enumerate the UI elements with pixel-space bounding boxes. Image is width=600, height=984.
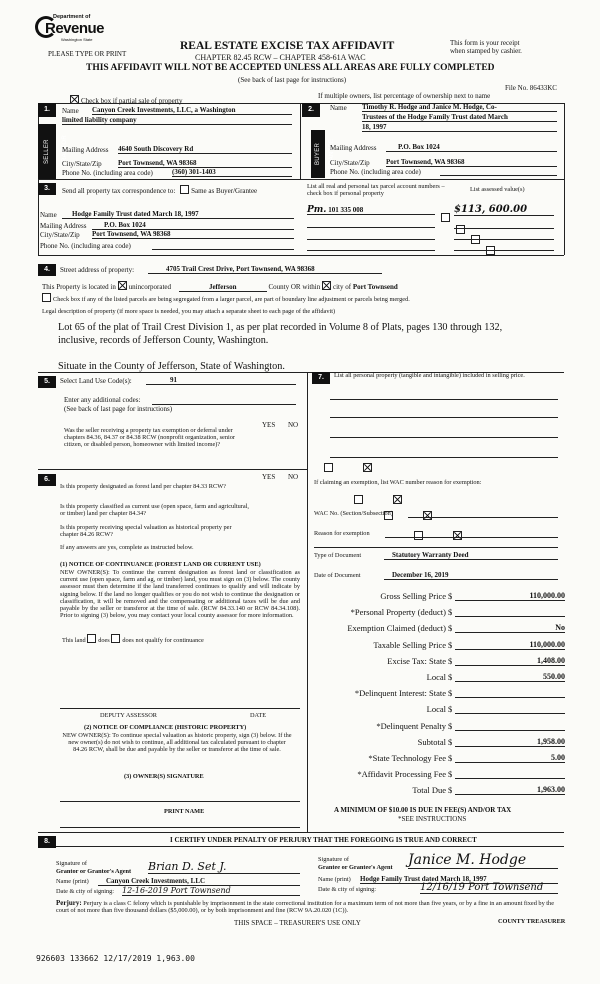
buyer-mailing-field[interactable]: P.O. Box 1024 <box>386 143 557 152</box>
seller-name-label: Name <box>62 107 79 115</box>
financial-label: *Affidavit Processing Fee <box>357 769 446 779</box>
correspondence-text: Send all property tax correspondence to: <box>62 187 176 195</box>
logo-line-department: Department of <box>53 14 91 20</box>
financial-label: Gross Selling Price <box>380 591 446 601</box>
grantee-signature[interactable]: Janice M. Hodge <box>408 852 558 869</box>
county-treasurer-label: COUNTY TREASURER <box>498 918 566 925</box>
assessed-value-4[interactable] <box>454 249 554 251</box>
land-use-see-back: (See back of last page for instructions) <box>64 405 173 413</box>
financial-label: Total Due <box>412 785 446 795</box>
corr-name-field[interactable]: Hodge Family Trust dated March 18, 1997 <box>62 210 294 219</box>
legal-line-1: Lot 65 of the plat of Trail Crest Division 1, as per plat recorded in Volume 8 of Plats, pages 130 through 132, <box>58 322 503 333</box>
assessed-value-3[interactable] <box>454 238 554 240</box>
if-yes-note: If any answers are yes, complete as instructed below. <box>60 544 194 551</box>
does-not-qualify-checkbox[interactable] <box>111 634 120 643</box>
dollar-sign: $ <box>448 640 453 650</box>
corr-city-field[interactable]: Port Townsend, WA 98368 <box>92 230 294 239</box>
doc-type-label: Type of Document <box>314 552 362 559</box>
dollar-sign: $ <box>448 591 453 601</box>
buyer-name-label: Name <box>330 104 347 112</box>
grantee-agent-label: Grantee or Grantee's Agent <box>318 864 393 871</box>
logo-wordmark: Revenue <box>45 20 105 37</box>
notice-continuance-title: (1) NOTICE OF CONTINUANCE (FOREST LAND OR CURRENT USE) <box>60 561 261 568</box>
owner-signature-line[interactable] <box>60 800 300 802</box>
same-as-buyer-label: Same as Buyer/Grantee <box>191 187 258 195</box>
financial-value[interactable]: 550.00 <box>455 672 565 682</box>
personal-property-line-2[interactable] <box>330 416 558 418</box>
financial-value[interactable]: 1,963.00 <box>455 785 565 795</box>
financial-value[interactable] <box>455 721 565 731</box>
dollar-sign: $ <box>448 769 453 779</box>
dollar-sign: $ <box>448 607 453 617</box>
corr-mailing-label: Mailing Address <box>40 222 87 230</box>
notice-compliance-body: NEW OWNER(S): To continue special valuation as historic property, sign (3) below. If the new owner(s) do not wish to continue, all additional tax calculated pursuant to chapter 84.26 RCW, shall be due and payable by the seller or transferor at the time of sale. <box>62 732 292 754</box>
grantee-name-field[interactable]: Hodge Family Trust dated March 18, 1997 <box>360 875 558 884</box>
legal-line-2: inclusive, records of Jefferson County, Washington. <box>58 335 269 346</box>
financial-label: *State Technology Fee <box>368 753 446 763</box>
financial-label: Exemption Claimed (deduct) <box>347 623 446 633</box>
form-title: REAL ESTATE EXCISE TAX AFFIDAVIT <box>180 40 395 52</box>
parcel-row-4[interactable] <box>307 249 435 251</box>
county-or-label: County OR within <box>268 283 321 291</box>
seller-city-label: City/State/Zip <box>62 160 102 168</box>
financial-label: *Personal Property (deduct) <box>350 607 446 617</box>
segregated-label: Check box if any of the listed parcels are being segregated from a larger parcel, are part of boundary line adjustment or parcels being merged. <box>53 296 410 303</box>
multiple-owners-note: If multiple owners, list percentage of ownership next to name <box>318 92 491 100</box>
additional-codes-label: Enter any additional codes: <box>64 396 141 404</box>
dollar-sign: $ <box>448 753 453 763</box>
parcel-row-1[interactable] <box>307 206 435 215</box>
financial-value[interactable]: 110,000.00 <box>455 640 565 650</box>
grantee-name-label: Name (print) <box>318 876 351 883</box>
s5-yes-checkbox[interactable] <box>324 463 333 472</box>
assessed-header: List assessed value(s) <box>470 186 525 193</box>
print-note: PLEASE TYPE OR PRINT <box>48 50 127 58</box>
correspondence-label <box>62 185 257 195</box>
county-field[interactable]: Jefferson <box>179 283 267 292</box>
notice-compliance-title: (2) NOTICE OF COMPLIANCE (HISTORIC PROPERTY) <box>84 724 247 731</box>
perjury-label: Perjury: <box>56 899 82 907</box>
section-3-number: 3. <box>38 183 56 195</box>
additional-codes-field[interactable] <box>152 403 296 405</box>
forest-land-question: Is this property designated as forest land per chapter 84.33 RCW? <box>60 483 226 490</box>
corr-name-label: Name <box>40 211 57 219</box>
financial-value[interactable]: 110,000.00 <box>455 591 565 601</box>
unincorporated-label: unincorporated <box>128 283 172 291</box>
dor-logo <box>35 14 105 44</box>
qualify-line <box>62 634 204 644</box>
financial-value[interactable] <box>455 607 565 617</box>
financial-value[interactable]: 1,958.00 <box>455 737 565 747</box>
financial-value[interactable]: 5.00 <box>455 753 565 763</box>
receipt-note-1: This form is your receipt <box>450 39 520 47</box>
buyer-mailing-label: Mailing Address <box>330 144 377 152</box>
section-7-number: 7. <box>312 372 330 384</box>
segregated-check[interactable] <box>42 293 410 303</box>
personal-property-line-3[interactable] <box>330 436 558 438</box>
grantor-signature[interactable]: Brian D. Set J. <box>148 860 300 874</box>
perjury-note <box>56 900 564 914</box>
section-2-number: 2. <box>302 103 320 117</box>
doc-date-field[interactable]: December 16, 2019 <box>384 571 558 580</box>
financial-label: Local <box>426 704 446 714</box>
financial-label: Excise Tax: State <box>387 656 446 666</box>
deputy-date-label: DATE <box>250 712 267 719</box>
seller-name-line2[interactable]: limited liability company <box>62 116 292 125</box>
dollar-sign: $ <box>448 688 453 698</box>
grantor-name-field[interactable]: Canyon Creek Investments, LLC <box>98 877 300 886</box>
exemption-reason-field[interactable] <box>385 536 558 538</box>
section-6-number: 6. <box>38 474 56 486</box>
section-8-number: 8. <box>38 836 56 848</box>
seller-phone-field[interactable]: (360) 301-1403 <box>172 168 292 177</box>
certify-statement: I CERTIFY UNDER PENALTY OF PERJURY THAT THE FOREGOING IS TRUE AND CORRECT <box>170 836 477 844</box>
city-field[interactable]: Port Townsend <box>352 283 398 291</box>
file-number: File No. 86433KC <box>505 84 557 92</box>
s5-yes-header: YES <box>262 421 276 429</box>
does-qualify-checkbox[interactable] <box>87 634 96 643</box>
grantee-date-city[interactable]: 12/16/19 Port Townsend <box>420 882 558 894</box>
deputy-assessor-line[interactable] <box>60 707 300 709</box>
corr-mailing-field[interactable]: P.O. Box 1024 <box>92 221 294 230</box>
property-location <box>42 281 398 292</box>
dollar-sign: $ <box>448 656 453 666</box>
receipt-note-2: when stamped by cashier. <box>450 47 522 55</box>
assessed-value-2[interactable] <box>454 227 554 229</box>
current-use-question: Is this property classified as current use (open space, farm and agricultural, or timber) land per chapter 84.34? <box>60 503 250 518</box>
exemption-wac-label: If claiming an exemption, list WAC number reason for exemption: <box>314 479 482 486</box>
see-instructions-note: *SEE INSTRUCTIONS <box>398 815 467 823</box>
historic-question: Is this property receiving special valuation as historical property per chapter 84.26 RCW? <box>60 524 232 539</box>
financial-value[interactable]: No <box>455 623 565 633</box>
buyer-phone-label: Phone No. (including area code) <box>330 168 421 176</box>
dollar-sign: $ <box>448 785 453 795</box>
dollar-sign: $ <box>448 721 453 731</box>
financial-label: Local <box>426 672 446 682</box>
s5-no-checkbox[interactable] <box>363 463 372 472</box>
dollar-sign: $ <box>448 623 453 633</box>
buyer-name-line3[interactable]: 18, 1997 <box>362 123 557 132</box>
notice-continuance-body: NEW OWNER(S): To continue the current designation as forest land or classification as current use (open space, farm and ag, or timber) land, you must sign on (3) below. The county assessor must then determine if the land transferred continues to qualify and will indicate by signing below. If the land no longer qualifies or you do not wish to continue the designation or classification, it will be removed and the compensating or additional taxes will be due and payable by the seller or transferor at the time of sale. (RCW 84.33.140 or RCW 84.34.108). Prior to signing (3) below, you may contact your local county assessor for more information. <box>60 569 300 620</box>
grantee-date-label: Date & city of signing: <box>318 886 377 893</box>
corr-phone-label: Phone No. (including area code) <box>40 242 131 250</box>
parcel-personal-checkbox-1[interactable] <box>441 213 450 222</box>
seller-grantor-tab: SELLER GRANTOR <box>38 124 56 179</box>
logo-line-state: Washington State <box>61 37 93 42</box>
land-use-field[interactable]: 91 <box>146 376 296 385</box>
segregated-checkbox[interactable] <box>42 293 51 302</box>
qualify-text: This land <box>62 637 86 644</box>
forest-no-checkbox[interactable] <box>393 495 402 504</box>
perjury-text: Perjury is a class C felony which is punishable by imprisonment in the state correctional institution for a maximum term of not more than five years, or by a fine in an amount fixed by the court of not more than five thousand dollars ($5,000.00), or by both imprisonment and fine (RCW 9A.20.020 (1C)). <box>56 900 554 915</box>
doc-type-field[interactable]: Statutory Warranty Deed <box>384 551 558 560</box>
exemption-question: Was the seller receiving a property tax exemption or deferral under chapters 84.36, 84.37 or 84.38 RCW (nonprofit organization, senior citizen, or disabled person, homeowner with limited income)? <box>64 427 235 449</box>
parcel-header: List all real and personal tax parcel account numbers – check box if personal property <box>307 183 445 198</box>
buyer-name-line2[interactable]: Trustees of the Hodge Family Trust dated March <box>362 113 557 122</box>
section-4-number: 4. <box>38 264 56 276</box>
street-label: Street address of property: <box>60 266 135 274</box>
exemption-reason-field-2[interactable] <box>314 546 558 548</box>
financial-label: *Delinquent Penalty <box>376 721 446 731</box>
within-city-checkbox[interactable] <box>322 281 331 290</box>
financial-value[interactable] <box>455 688 565 698</box>
form-instructions: (See back of last page for instructions) <box>238 76 347 84</box>
legal-line-3: Situate in the County of Jefferson, State of Washington. <box>58 361 285 372</box>
buyer-grantee-tab: BUYER GRANTEE <box>311 130 325 178</box>
exemption-reason-label: Reason for exemption <box>314 530 370 537</box>
grantor-sig-label: Signature of <box>56 860 87 867</box>
buyer-name-line1[interactable]: Timothy R. Hodge and Janice M. Hodge, Co- <box>362 103 557 112</box>
partial-sale-label: Check box if partial sale of property <box>81 97 183 105</box>
parcel-row-2[interactable] <box>307 226 435 228</box>
parcel-prefix: Pm. <box>307 205 327 215</box>
grantor-date-label: Date & city of signing: <box>56 888 115 895</box>
print-name-label: PRINT NAME <box>164 808 205 815</box>
grantor-date-city[interactable]: 12-16-2019 Port Townsend <box>122 886 300 896</box>
corr-city-label: City/State/Zip <box>40 231 80 239</box>
parcel-number: 101 335 008 <box>328 206 364 214</box>
dollar-sign: $ <box>448 672 453 682</box>
treasurer-stamp: 926603 133662 12/17/2019 1,963.00 <box>36 954 195 963</box>
wac-number-field[interactable] <box>408 516 558 518</box>
legal-label: Legal description of property (if more space is needed, you may attach a separate sheet to each page of the affidavit) <box>42 308 336 315</box>
s6-no-header: NO <box>288 473 299 481</box>
land-use-label: Select Land Use Code(s): <box>60 377 132 385</box>
seller-phone-label: Phone No. (including area code) <box>62 169 153 177</box>
financial-value[interactable] <box>455 769 565 779</box>
form-chapter: CHAPTER 82.45 RCW – CHAPTER 458-61A WAC <box>195 53 366 62</box>
seller-city-field[interactable]: Port Townsend, WA 98368 <box>118 159 292 168</box>
deputy-assessor-label: DEPUTY ASSESSOR <box>100 712 157 719</box>
minimum-fee-note: A MINIMUM OF $10.00 IS DUE IN FEE(S) AND/OR TAX <box>334 806 512 814</box>
financial-label: *Delinquent Interest: State <box>354 688 446 698</box>
forest-yes-checkbox[interactable] <box>354 495 363 504</box>
does-not-label: does not qualify for continuance <box>122 637 204 644</box>
city-of-label: city of <box>333 283 352 291</box>
seller-mailing-label: Mailing Address <box>62 146 109 154</box>
print-name-line[interactable] <box>60 826 300 828</box>
does-label: does <box>98 637 110 644</box>
buyer-city-field[interactable]: Port Townsend, WA 98368 <box>386 158 557 167</box>
section-5-number: 5. <box>38 376 56 388</box>
doc-date-label: Date of Document <box>314 572 361 579</box>
located-text: This Property is located in <box>42 283 116 291</box>
corr-phone-field[interactable] <box>152 241 294 250</box>
financial-label: Taxable Selling Price <box>373 640 446 650</box>
assessed-value-1[interactable]: $113, 600.00 <box>454 204 554 216</box>
seller-name-line1[interactable]: Canyon Creek Investments, LLC, a Washington <box>92 106 292 115</box>
personal-property-label: List all personal property (tangible and intangible) included in selling price. <box>334 372 525 379</box>
grantee-sig-label: Signature of <box>318 856 349 863</box>
owner-signature-label: (3) OWNER(S) SIGNATURE <box>124 773 204 780</box>
grantor-name-label: Name (print) <box>56 878 89 885</box>
seller-mailing-field[interactable]: 4640 South Discovery Rd <box>118 145 292 154</box>
buyer-phone-field[interactable] <box>440 167 557 176</box>
buyer-city-label: City/State/Zip <box>330 159 370 167</box>
section-1-number: 1. <box>38 103 56 117</box>
wac-number-label: WAC No. (Section/Subsection) <box>314 510 393 517</box>
financial-value[interactable] <box>455 704 565 714</box>
street-field[interactable]: 4705 Trail Crest Drive, Port Townsend, WA 98368 <box>148 265 382 274</box>
s5-no-header: NO <box>288 421 299 429</box>
financial-value[interactable]: 1,408.00 <box>455 656 565 666</box>
dollar-sign: $ <box>448 737 453 747</box>
personal-property-line-1[interactable] <box>330 398 558 400</box>
parcel-row-3[interactable] <box>307 238 435 240</box>
dollar-sign: $ <box>448 704 453 714</box>
unincorporated-checkbox[interactable] <box>118 281 127 290</box>
treasurer-use-only: THIS SPACE – TREASURER'S USE ONLY <box>234 919 361 927</box>
s6-yes-header: YES <box>262 473 276 481</box>
form-warning: THIS AFFIDAVIT WILL NOT BE ACCEPTED UNLESS ALL AREAS ARE FULLY COMPLETED <box>86 63 495 73</box>
financial-label: Subtotal <box>417 737 446 747</box>
grantor-agent-label: Grantor or Grantor's Agent <box>56 868 132 875</box>
personal-property-line-4[interactable] <box>330 456 558 458</box>
same-as-buyer-checkbox[interactable] <box>180 185 189 194</box>
